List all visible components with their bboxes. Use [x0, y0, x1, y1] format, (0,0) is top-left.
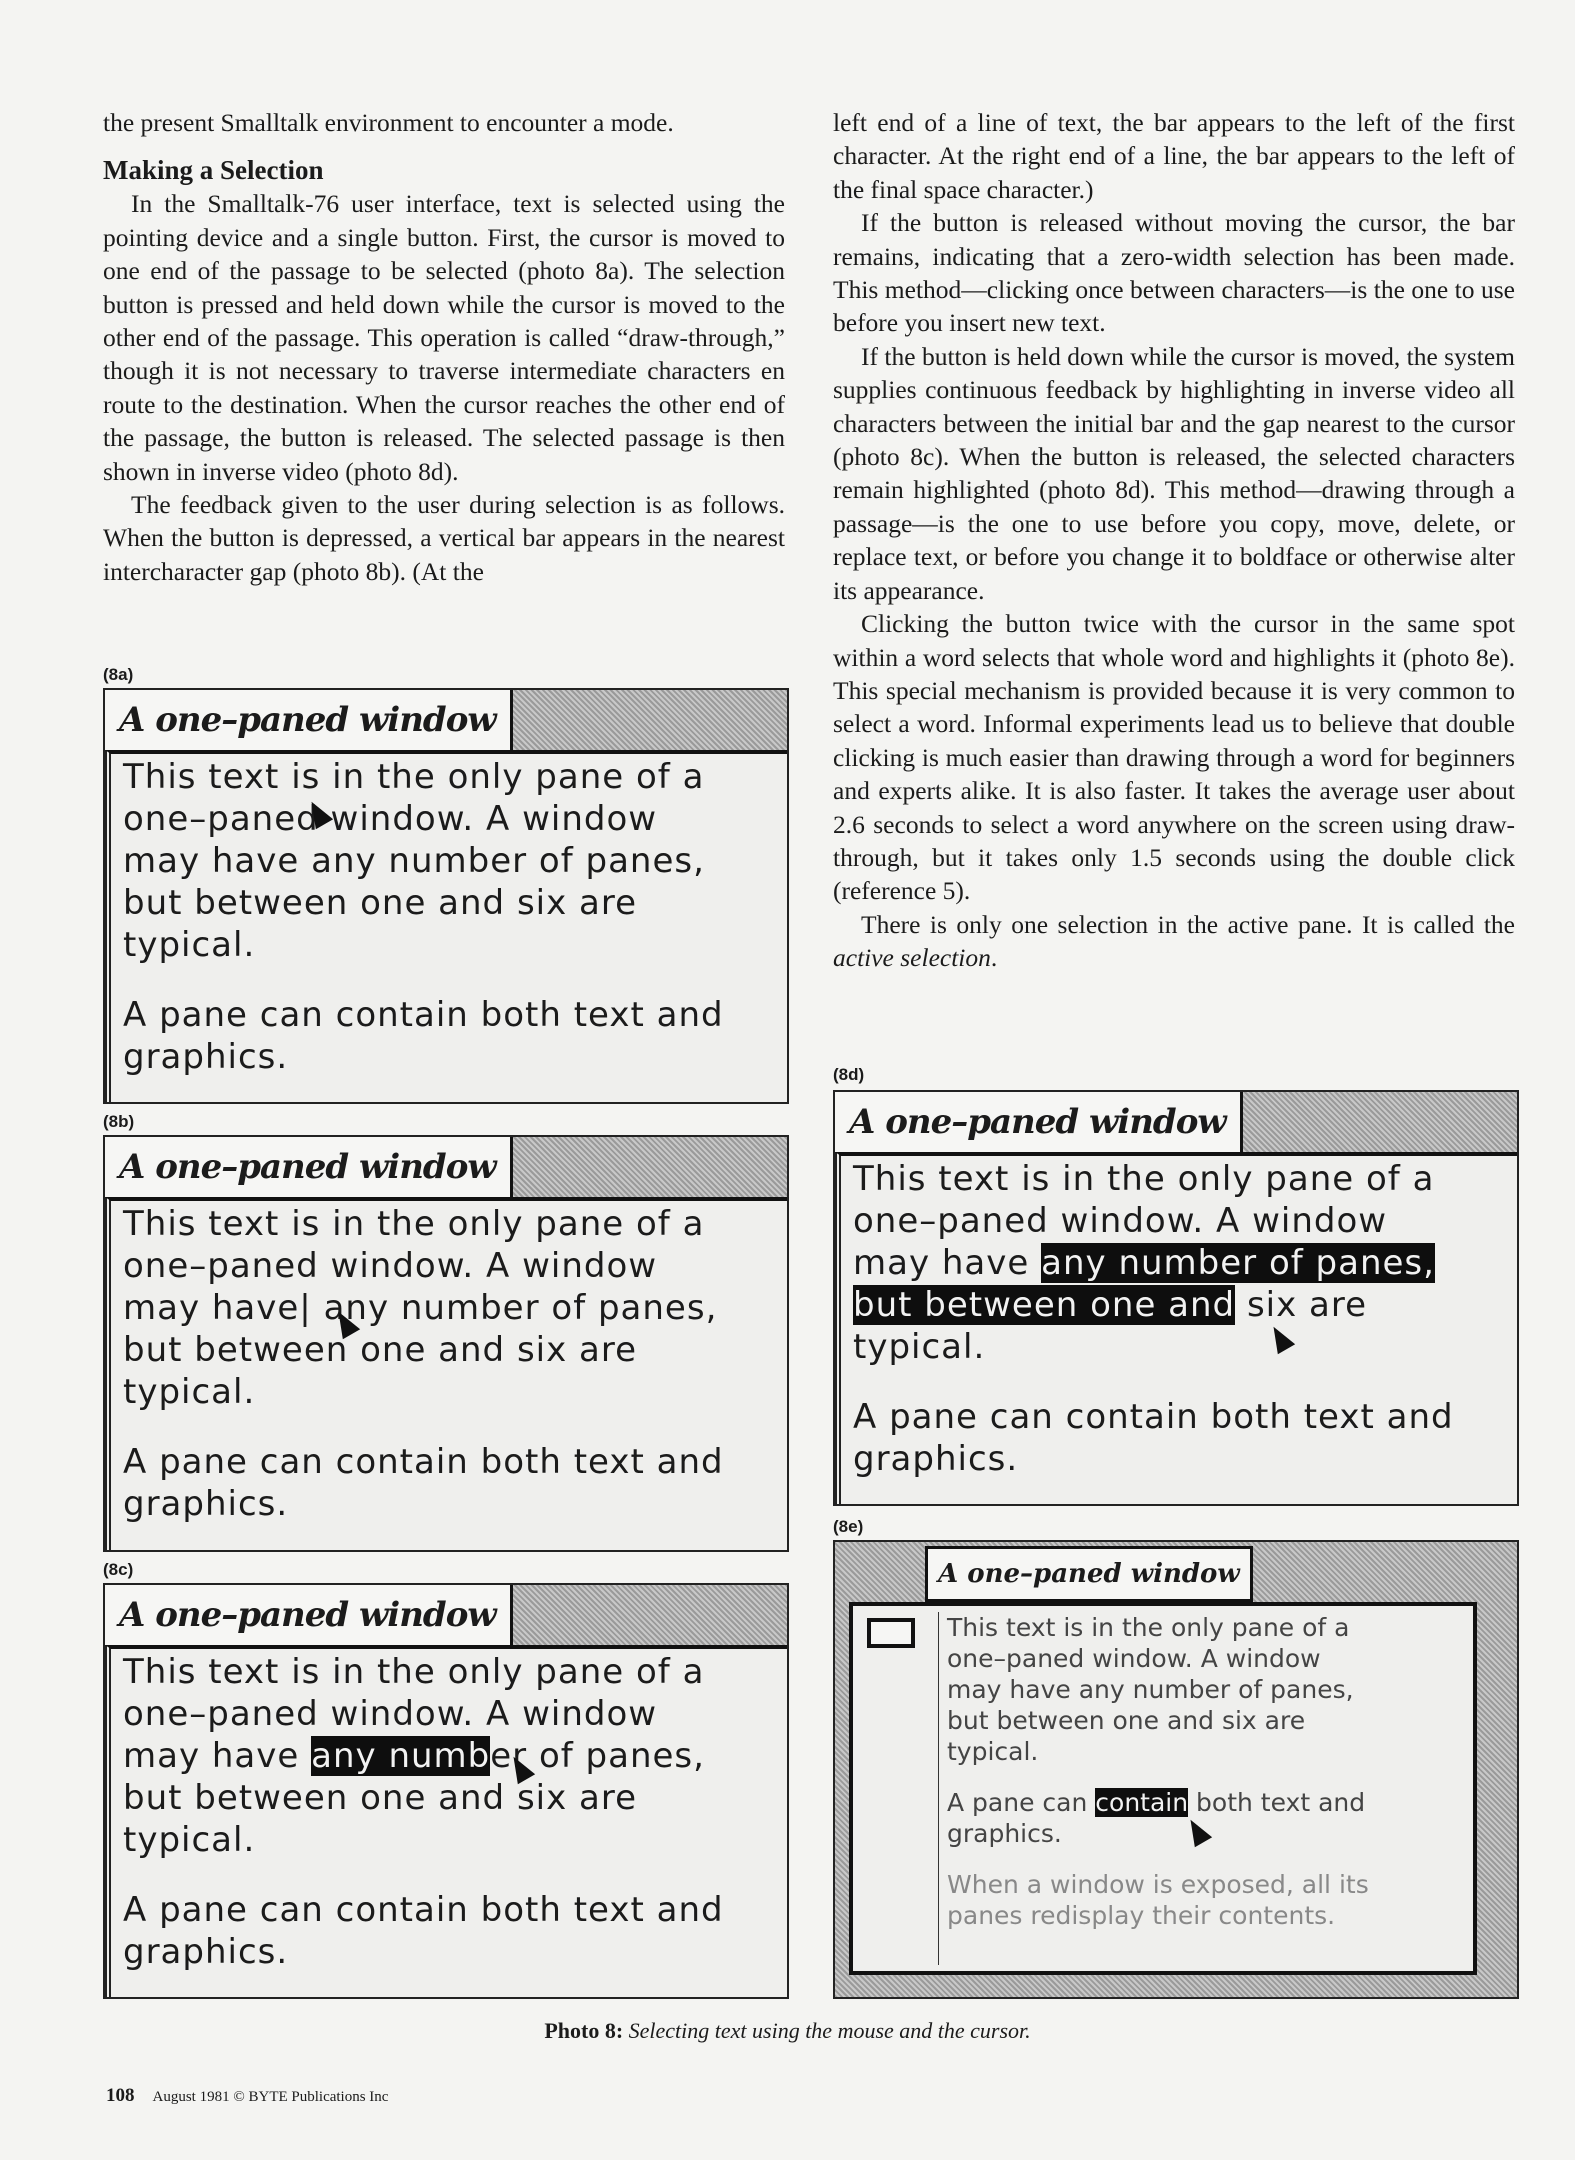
pane-text-line	[123, 1931, 787, 1973]
pane-text: typical.	[123, 1372, 256, 1412]
paragraph: If the button is released without moving the cursor, the bar remains, indicating that a zero-width selection has been made. This method—clicking once between characters—is the one to use before you insert new text.	[833, 208, 1515, 338]
pane-text-line	[123, 1287, 787, 1329]
pane-text-line	[123, 1329, 787, 1371]
pane-text: one–paned window. A window	[853, 1201, 1388, 1241]
emphasis: active selection	[833, 943, 991, 973]
text-pane[interactable]	[849, 1602, 1477, 1975]
pane-text-line	[123, 966, 787, 994]
caption-label: Photo 8:	[544, 2018, 624, 2043]
intro-text: the present Smalltalk environment to encounter a mode.	[103, 108, 674, 137]
figure-caption	[0, 2018, 1575, 2044]
pane-text: may have| any number of panes,	[123, 1288, 718, 1328]
text-pane[interactable]	[105, 750, 787, 1102]
pane-text-line	[123, 756, 787, 798]
pane-text-line	[853, 1396, 1517, 1438]
window-title-tab[interactable]: A one–paned window	[105, 1137, 513, 1200]
pane-text: six are	[1235, 1285, 1368, 1325]
pane-text-line	[947, 1705, 1369, 1736]
right-column	[833, 106, 1515, 975]
pane-text-line	[947, 1900, 1369, 1931]
pane-text-line	[123, 994, 787, 1036]
pane-text-line	[123, 1245, 787, 1287]
pane-text: A pane can contain both text and	[123, 1890, 724, 1930]
pane-text-line	[123, 882, 787, 924]
text-pane[interactable]	[105, 1197, 787, 1550]
selected-text: contain	[1095, 1788, 1189, 1817]
smalltalk-window-8a	[103, 688, 789, 1104]
photo-label: (8d)	[833, 1065, 865, 1084]
caption-text: Selecting text using the mouse and the cursor.	[628, 2018, 1031, 2043]
pane-text: A pane can contain both text and	[123, 995, 724, 1035]
pane-text-line	[123, 1203, 787, 1245]
smalltalk-window-8b	[103, 1135, 789, 1552]
pane-text: typical.	[123, 1820, 256, 1860]
text: There is only one selection in the active pane. It is called the	[861, 909, 1515, 939]
photo-label: (8c)	[103, 1560, 134, 1579]
pane-text: graphics.	[947, 1819, 1062, 1848]
pane-text-line	[123, 1819, 787, 1861]
pane-text-line	[123, 1036, 787, 1078]
pane-text: may have	[123, 1736, 312, 1776]
window-title-tab[interactable]: A one–paned window	[105, 690, 513, 753]
pane-text: one–paned window. A window	[947, 1644, 1321, 1673]
pane-text: typical.	[947, 1737, 1039, 1766]
pane-text: This text is in the only pane of a	[123, 1204, 705, 1244]
pane-text-line	[947, 1674, 1369, 1705]
pane-text: er of panes,	[490, 1736, 705, 1776]
pane-text: one–paned window. A window	[123, 1246, 658, 1286]
paragraph	[833, 908, 1515, 975]
pane-text-line	[853, 1368, 1517, 1396]
pane-text: This text is in the only pane of a	[853, 1159, 1435, 1199]
photo-label: (8a)	[103, 665, 134, 684]
pane-text: may have	[853, 1243, 1042, 1283]
paragraph: In the Smalltalk-76 user interface, text is selected using the pointing device and a single button. First, the cursor is moved to one end of the passage to be selected (photo 8a). The selection button is pressed and held down while the cursor is moved to the other end of the passage. This operation is called “draw-through,” though it is not necessary to traverse intermediate characters en route to the destination. When the cursor reaches the other end of the passage, the button is released. The selected passage is then shown in inverse video (photo 8d).	[103, 189, 785, 486]
pane-text-line	[123, 1861, 787, 1889]
paragraph: left end of a line of text, the bar appears to the left of the first character. At the right end of a line, the bar appears to the left of the final space character.)	[833, 108, 1515, 204]
selected-text: but between one and	[853, 1285, 1236, 1325]
pane-text-line	[947, 1818, 1369, 1849]
pane-text: but between one and six are	[123, 883, 638, 923]
pane-text-line	[947, 1787, 1369, 1818]
pane-text-line	[123, 924, 787, 966]
collapse-box-icon[interactable]	[867, 1618, 915, 1648]
pane-text-line	[853, 1158, 1517, 1200]
window-title-tab[interactable]: A one–paned window	[925, 1546, 1253, 1602]
pane-text: This text is in the only pane of a	[123, 1652, 705, 1692]
pane-text: but between one and six are	[123, 1778, 638, 1818]
page-number: 108	[106, 2085, 135, 2106]
pane-text: both text and	[1188, 1788, 1366, 1817]
pane-text: This text is in the only pane of a	[947, 1613, 1350, 1642]
smalltalk-window-8c	[103, 1583, 789, 1999]
pane-text: one–paned window. A window	[123, 799, 658, 839]
pane-text-line	[123, 1693, 787, 1735]
pane-text-line	[123, 1371, 787, 1413]
pane-text-line	[123, 798, 787, 840]
pane-text: may have any number of panes,	[947, 1675, 1354, 1704]
pane-text: graphics.	[123, 1484, 289, 1524]
pane-text-line	[853, 1242, 1517, 1284]
pane-text-line	[947, 1869, 1369, 1900]
pane-text: A pane can	[947, 1788, 1096, 1817]
pane-text-line	[123, 1413, 787, 1441]
pane-text: This text is in the only pane of a	[123, 757, 705, 797]
pane-text-line	[853, 1284, 1517, 1326]
paragraph: Clicking the button twice with the cursor in the same spot within a word selects that whole word and highlights it (photo 8e). This special mechanism is provided because it is very common to select a word. Informal experiments lead us to believe that double clicking is much easier than drawing through a word for beginners and experts alike. It is also faster. It takes the average user about 2.6 seconds to select a word anywhere on the screen using draw-through, but it takes only 1.5 seconds using the double click (reference 5).	[833, 609, 1515, 906]
pane-text: one–paned window. A window	[123, 1694, 658, 1734]
pane-text-line	[853, 1200, 1517, 1242]
paragraph: The feedback given to the user during selection is as follows. When the button is depressed, a vertical bar appears in the nearest intercharacter gap (photo 8b). (At the	[103, 490, 785, 586]
window-title-tab[interactable]: A one–paned window	[835, 1092, 1243, 1155]
pane-text-line	[123, 1777, 787, 1819]
smalltalk-window-8d	[833, 1090, 1519, 1506]
selected-text: any number of panes,	[1041, 1243, 1435, 1283]
pane-text: typical.	[123, 925, 256, 965]
page-footer	[106, 2085, 388, 2107]
pane-text-line	[123, 1441, 787, 1483]
text-pane[interactable]	[105, 1645, 787, 1997]
smalltalk-window-8e	[833, 1540, 1519, 1999]
window-title-tab[interactable]: A one–paned window	[105, 1585, 513, 1648]
paragraph: If the button is held down while the cursor is moved, the system supplies continuous feedback by highlighting in inverse video all characters between the initial bar and the gap nearest to the cursor (photo 8c). When the button is released, the selected characters remain highlighted (photo 8d). This method—drawing through a passage—is the one to use before you copy, move, delete, or replace text, or before you change it to boldface or otherwise alter its appearance.	[833, 341, 1515, 605]
selected-text: any numb	[311, 1736, 491, 1776]
pane-text: but between one and six are	[123, 1330, 638, 1370]
pane-text-line	[947, 1767, 1369, 1787]
pane-text: graphics.	[853, 1439, 1019, 1479]
pane-text: When a window is exposed, all its	[947, 1870, 1369, 1899]
pane-text: A pane can contain both text and	[853, 1397, 1454, 1437]
photo-label: (8e)	[833, 1517, 864, 1536]
photo-label: (8b)	[103, 1112, 135, 1131]
pane-text-line	[947, 1849, 1369, 1869]
pane-text: graphics.	[123, 1037, 289, 1077]
section-heading: Making a Selection	[103, 155, 324, 186]
pane-text: may have any number of panes,	[123, 841, 705, 881]
pane-text-line	[123, 840, 787, 882]
pane-text: graphics.	[123, 1932, 289, 1972]
pane-text-line	[123, 1651, 787, 1693]
pane-text-line	[947, 1736, 1369, 1767]
text-pane[interactable]	[835, 1152, 1517, 1504]
pane-text-line	[123, 1735, 787, 1777]
footer-credit: August 1981 © BYTE Publications Inc	[152, 2089, 389, 2105]
pane-text-line	[853, 1326, 1517, 1368]
pane-text: panes redisplay their contents.	[947, 1901, 1336, 1930]
text: .	[990, 943, 998, 973]
pane-text-line	[947, 1643, 1369, 1674]
pane-text-line	[123, 1889, 787, 1931]
pane-text-line	[947, 1612, 1369, 1643]
pane-text-line	[853, 1438, 1517, 1480]
left-column	[103, 106, 785, 588]
pane-text: but between one and six are	[947, 1706, 1306, 1735]
pane-text-line	[123, 1483, 787, 1525]
pane-text: typical.	[853, 1327, 986, 1367]
pane-text: A pane can contain both text and	[123, 1442, 724, 1482]
